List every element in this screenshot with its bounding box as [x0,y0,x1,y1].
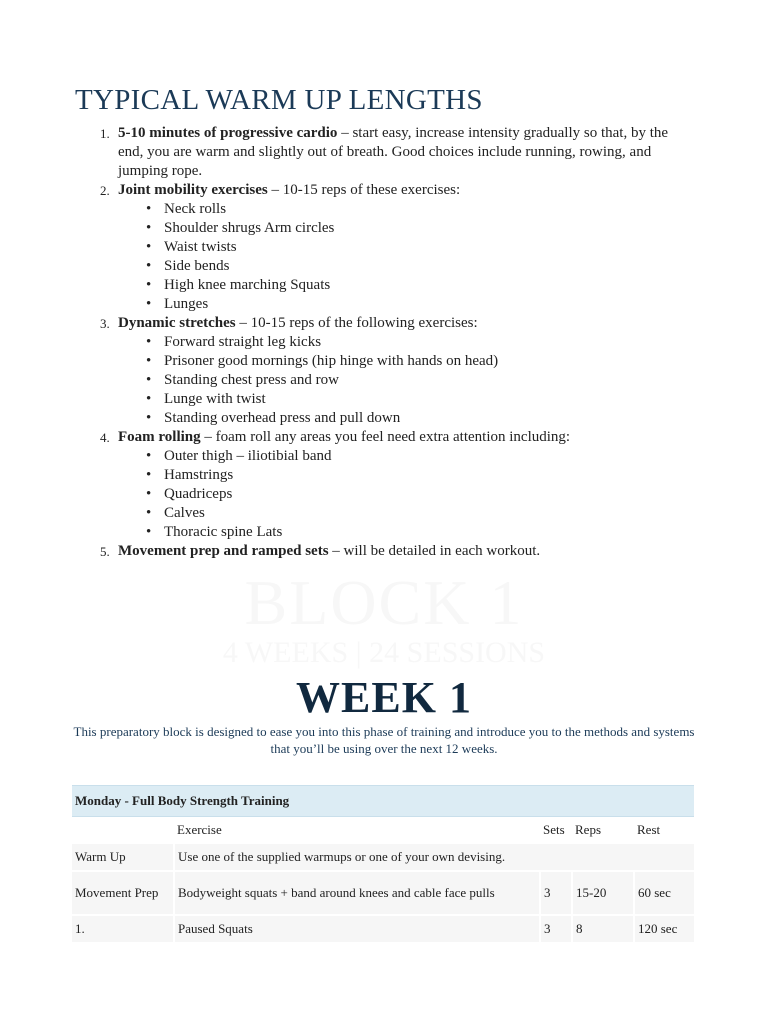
sub-item: • Hamstrings [146,466,690,485]
table-header-row [72,817,694,844]
sub-item: • Calves [146,504,690,523]
item-number: 2. [100,183,110,198]
sub-item: • Shoulder shrugs Arm circles [146,219,690,238]
table-caption-row [72,786,694,817]
row-reps: 8 [572,915,634,943]
row-label: 1. [72,915,174,943]
item-heading: Joint mobility exercises [118,182,268,198]
sub-item: • Prisoner good mornings (hip hinge with hands on head) [146,352,690,371]
warmup-list [100,124,690,561]
table-row [72,915,694,943]
column-header: Exercise [174,817,540,844]
item-heading: 5-10 minutes of progressive cardio [118,125,338,141]
table-row [72,871,694,915]
sub-item: • Waist twists [146,238,690,257]
week-title: WEEK 1 [296,673,472,722]
list-item [100,542,690,561]
row-label: Warm Up [72,843,174,871]
row-reps: 15-20 [572,871,634,915]
sub-item: • Standing chest press and row [146,371,690,390]
list-item [100,314,690,428]
watermark-block: BLOCK 1 [244,567,524,638]
list-item [100,124,690,181]
item-number: 3. [100,316,110,331]
column-header: Rest [634,817,694,844]
section-title: TYPICAL WARM UP LENGTHS [75,84,483,116]
sub-list [118,447,690,542]
sub-item: • Side bends [146,257,690,276]
sub-item: • Lunges [146,295,690,314]
column-header [72,817,174,844]
item-number: 1. [100,126,110,141]
item-number: 5. [100,544,110,559]
sub-item: • High knee marching Squats [146,276,690,295]
table-caption: Monday - Full Body Strength Training [72,786,694,817]
sub-list [118,200,690,314]
row-rest: 120 sec [634,915,694,943]
watermark-sessions: 4 WEEKS | 24 SESSIONS [222,636,546,669]
row-rest: 60 sec [634,871,694,915]
row-sets: 3 [540,915,572,943]
row-exercise: Use one of the supplied warmups or one of your own devising. [174,843,694,871]
item-heading: Foam rolling [118,429,201,445]
item-text: – 10-15 reps of these exercises: [267,182,461,198]
row-exercise: Paused Squats [174,915,540,943]
sub-item: • Forward straight leg kicks [146,333,690,352]
column-header: Reps [572,817,634,844]
sub-list [118,333,690,428]
sub-item: • Standing overhead press and pull down [146,409,690,428]
sub-item: • Lunge with twist [146,390,690,409]
sub-item: • Quadriceps [146,485,690,504]
row-exercise: Bodyweight squats + band around knees and cable face pulls [174,871,540,915]
workout-table [72,785,694,944]
week-intro: This preparatory block is designed to ease you into this phase of training and introduce you to the methods and systems that you’ll be using over the next 12 weeks. [73,724,695,756]
column-header: Sets [540,817,572,844]
item-text: – 10-15 reps of the following exercises: [235,315,478,331]
item-text: – foam roll any areas you feel need extra attention including: [200,429,571,445]
list-item [100,181,690,314]
item-number: 4. [100,430,110,445]
row-sets: 3 [540,871,572,915]
item-heading: Movement prep and ramped sets [118,543,329,559]
item-text: – start easy, increase intensity gradually so that, by the end, you are warm and slightly out of breath. Good choices include running, rowing, and jumping rope. [118,125,669,179]
item-heading: Dynamic stretches [118,315,236,331]
item-text: – will be detailed in each workout. [328,543,541,559]
row-label: Movement Prep [72,871,174,915]
sub-item: • Outer thigh – iliotibial band [146,447,690,466]
sub-item: • Thoracic spine Lats [146,523,690,542]
table-row [72,843,694,871]
list-item [100,428,690,542]
sub-item: • Neck rolls [146,200,690,219]
